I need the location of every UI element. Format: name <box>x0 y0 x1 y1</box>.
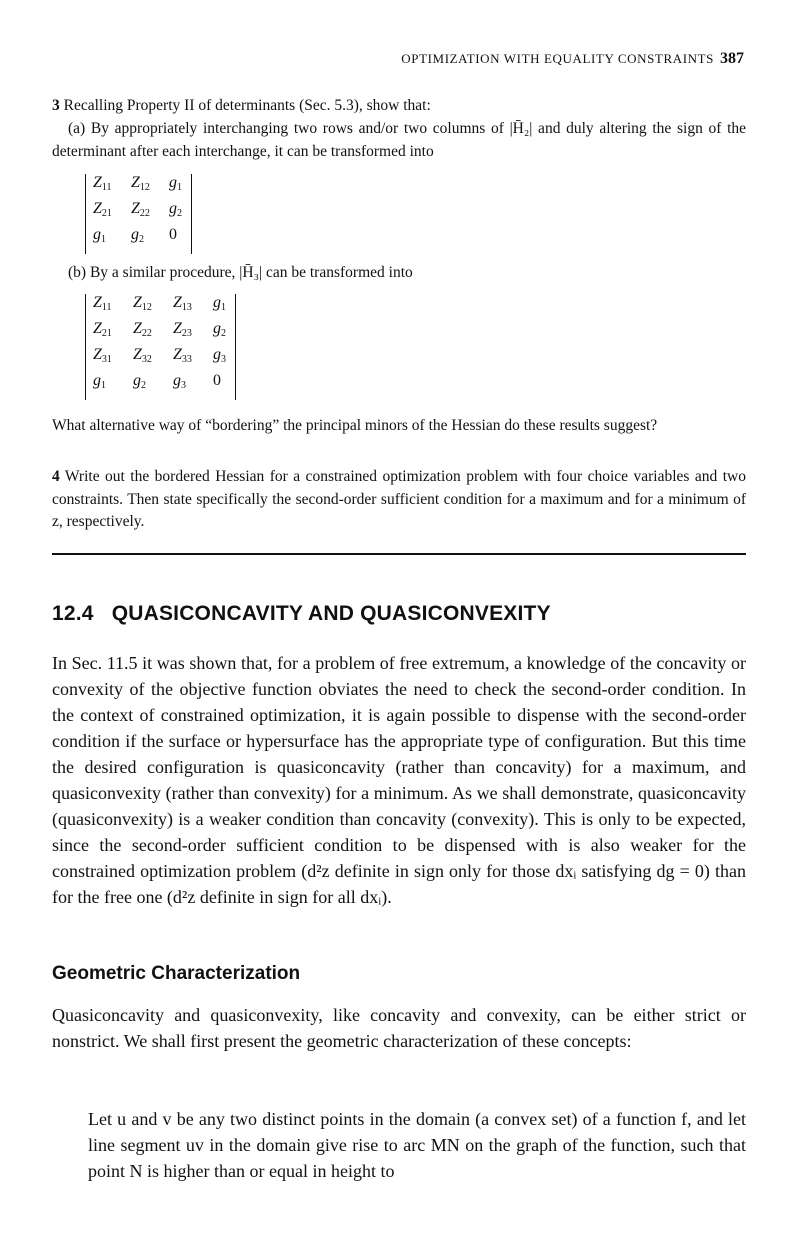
exercise-3-intro <box>52 95 746 118</box>
exercise-3-question: What alternative way of “bordering” the principal minors of the Hessian do these results suggest? <box>52 417 658 434</box>
exercise-3b-label: (b) <box>68 264 87 281</box>
exercise-4-text: Write out the bordered Hessian for a constrained optimization problem with four choice variables and two constraints. Then state specifically the second-order sufficient condition for a maximum and for a minimum of z, respectively. <box>52 468 746 530</box>
determinant-4x4 <box>85 294 267 400</box>
exercise-4 <box>52 466 746 534</box>
matrix-entry: $Z_{11}$ <box>93 294 112 313</box>
matrix-entry: $g_2$ <box>213 320 226 339</box>
section-heading <box>52 602 551 626</box>
matrix-entry: $g_2$ <box>169 200 182 219</box>
determinant-left-bar <box>85 294 86 400</box>
paragraph-geometric: Quasiconcavity and quasiconvexity, like concavity and convexity, can be either strict or nonstrict. We shall first present the geometric characterization of these concepts: <box>52 1005 746 1051</box>
section-title: QUASICONCAVITY AND QUASICONVEXITY <box>111 602 551 625</box>
determinant-3x3 <box>85 174 225 254</box>
paragraph-intro: In Sec. 11.5 it was shown that, for a problem of free extremum, a knowledge of the concavity or convexity of the objective function obviates the need to check the second-order condition. In the context of constrained optimization, it is again possible to dispense with the second-order condition if the surface or hypersurface has the appropriate type of configuration. But this time the desired configuration is quasiconcavity (rather than concavity) for a maximum, and quasiconvexity (rather than convexity) for a minimum. As we shall demonstrate, quasiconcavity (quasiconvexity) is a weaker condition than concavity (convexity). This is only to be expected, since the second-order sufficient condition to be dispensed with is also weaker for the constrained optimization problem (d²z definite in sign only for those dxᵢ satisfying dg = 0) than for the free one (d²z definite in sign for all dxᵢ). <box>52 653 746 907</box>
matrix-entry: $Z_{13}$ <box>173 294 192 313</box>
matrix-entry: $Z_{32}$ <box>133 346 152 365</box>
matrix-entry: $Z_{12}$ <box>131 174 150 193</box>
exercise-3a-text: By appropriately interchanging two rows and/or two columns of |H̄₂| and duly altering the sign of the determinant after each interchange, it can be transformed into <box>52 120 747 160</box>
matrix-entry: 0 <box>213 372 221 389</box>
matrix-entry: $Z_{33}$ <box>173 346 192 365</box>
page-number: 387 <box>720 50 744 67</box>
matrix-entry: $Z_{22}$ <box>131 200 150 219</box>
paragraph-definition: Let u and v be any two distinct points in the domain (a convex set) of a function f, and let line segment uv in the domain give rise to arc MN on the graph of the function, such that point N is higher than or equal in height to <box>88 1109 746 1181</box>
matrix-entry: $Z_{12}$ <box>133 294 152 313</box>
matrix-entry: $g_3$ <box>213 346 226 365</box>
matrix-entry: $g_1$ <box>169 174 182 193</box>
exercise-3-intro-text: Recalling Property II of determinants (Sec. 5.3), show that: <box>63 97 431 114</box>
matrix-entry: $Z_{31}$ <box>93 346 112 365</box>
section-divider <box>52 553 746 555</box>
matrix-entry: $g_1$ <box>213 294 226 313</box>
matrix-entry: $Z_{11}$ <box>93 174 112 193</box>
matrix-entry: $g_1$ <box>93 372 106 391</box>
determinant-right-bar <box>191 174 192 254</box>
exercise-3-number: 3 <box>52 97 60 114</box>
exercise-4-number: 4 <box>52 468 60 485</box>
matrix-entry: 0 <box>169 226 177 243</box>
exercise-3b-text: By a similar procedure, |H̄₃| can be transformed into <box>89 264 413 281</box>
determinant-left-bar <box>85 174 86 254</box>
determinant-right-bar <box>235 294 236 400</box>
matrix-entry: $Z_{22}$ <box>133 320 152 339</box>
exercise-3b <box>52 262 746 285</box>
exercise-3a <box>52 118 746 163</box>
matrix-entry: $g_2$ <box>133 372 146 391</box>
matrix-entry: $Z_{23}$ <box>173 320 192 339</box>
matrix-entry: $Z_{21}$ <box>93 320 112 339</box>
exercise-3a-label: (a) <box>68 120 86 137</box>
matrix-entry: $Z_{21}$ <box>93 200 112 219</box>
matrix-entry: $g_3$ <box>173 372 186 391</box>
subsection-heading: Geometric Characterization <box>52 963 301 984</box>
matrix-entry: $g_1$ <box>93 226 106 245</box>
section-number: 12.4 <box>52 602 94 625</box>
running-head-title: OPTIMIZATION WITH EQUALITY CONSTRAINTS <box>401 51 714 66</box>
matrix-entry: $g_2$ <box>131 226 144 245</box>
running-head <box>52 50 744 68</box>
